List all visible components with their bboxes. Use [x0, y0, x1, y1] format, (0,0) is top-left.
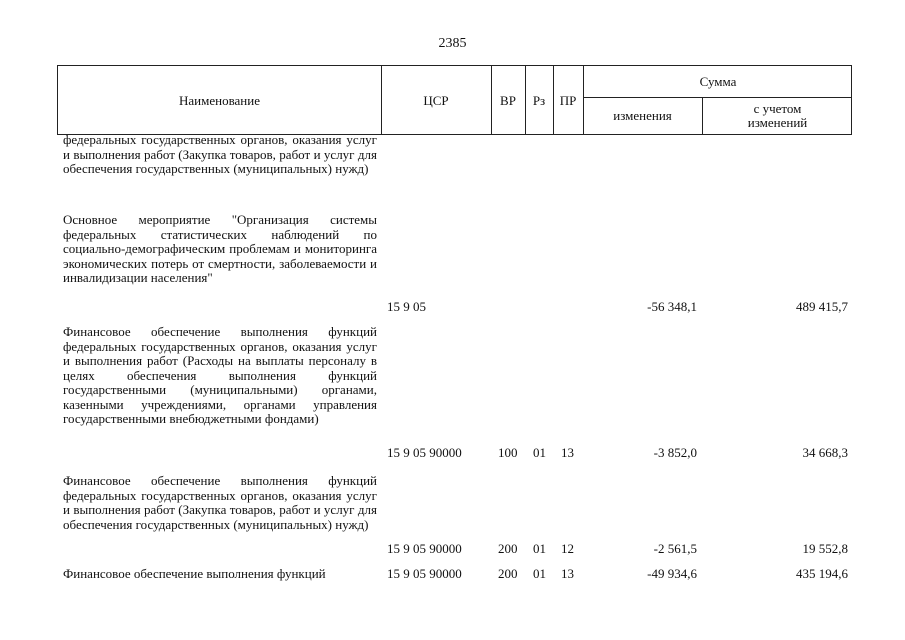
row-pr: 13: [561, 566, 574, 581]
row-pr: 12: [561, 541, 574, 556]
header-total: с учетом изменений: [747, 101, 808, 130]
table-header: [57, 65, 852, 135]
row-name: Финансовое обеспечение выполнения функций: [63, 566, 326, 581]
row-total: 435 194,6: [796, 566, 848, 581]
row-rz: 01: [533, 445, 546, 460]
row-name: Финансовое обеспечение выполнения функций федеральных государственных органов, оказания услуг и выполнения работ (Расходы на выплаты персоналу в целях обеспечения выполнения функций государственными (муниципальными) органами, казенными учреждениями, органами управления государственными внебюджетными фондами): [63, 324, 377, 426]
header-csr: ЦСР: [423, 93, 449, 108]
row-change: -3 852,0: [653, 445, 697, 460]
row-total: 19 552,8: [802, 541, 848, 556]
row-csr: 15 9 05: [387, 299, 426, 314]
row-name: Основное мероприятие "Организация системы федеральных статистических наблюдений по социально-демографическим проблемам и мониторинга экономических потерь от смертности, заболеваемости и инвалидизации населения": [63, 212, 377, 285]
page-number: 2385: [438, 36, 467, 51]
row-pr: 13: [561, 445, 574, 460]
row-csr: 15 9 05 90000: [387, 541, 462, 556]
row-change: -56 348,1: [647, 299, 697, 314]
row-change: -49 934,6: [647, 566, 697, 581]
header-rz: Рз: [532, 93, 546, 108]
row-csr: 15 9 05 90000: [387, 445, 462, 460]
row-vr: 200: [498, 541, 518, 556]
header-vr: ВР: [500, 93, 516, 108]
row-vr: 100: [498, 445, 518, 460]
row-total: 489 415,7: [796, 299, 848, 314]
row-total: 34 668,3: [802, 445, 848, 460]
row-rz: 01: [533, 541, 546, 556]
row-vr: 200: [498, 566, 518, 581]
row-name: Финансовое обеспечение выполнения функций федеральных государственных органов, оказания услуг и выполнения работ (Закупка товаров, работ и услуг для обеспечения государственных (муниципальных) нужд): [63, 473, 377, 532]
header-change: изменения: [613, 108, 672, 123]
row-csr: 15 9 05 90000: [387, 566, 462, 581]
row-name: федеральных государственных органов, оказания услуг и выполнения работ (Закупка товаров, работ и услуг для обеспечения государственных (муниципальных) нужд): [63, 132, 377, 176]
header-pr: ПР: [559, 93, 577, 108]
row-rz: 01: [533, 566, 546, 581]
header-sum: Сумма: [699, 73, 737, 89]
row-change: -2 561,5: [653, 541, 697, 556]
header-name: Наименование: [179, 93, 260, 108]
